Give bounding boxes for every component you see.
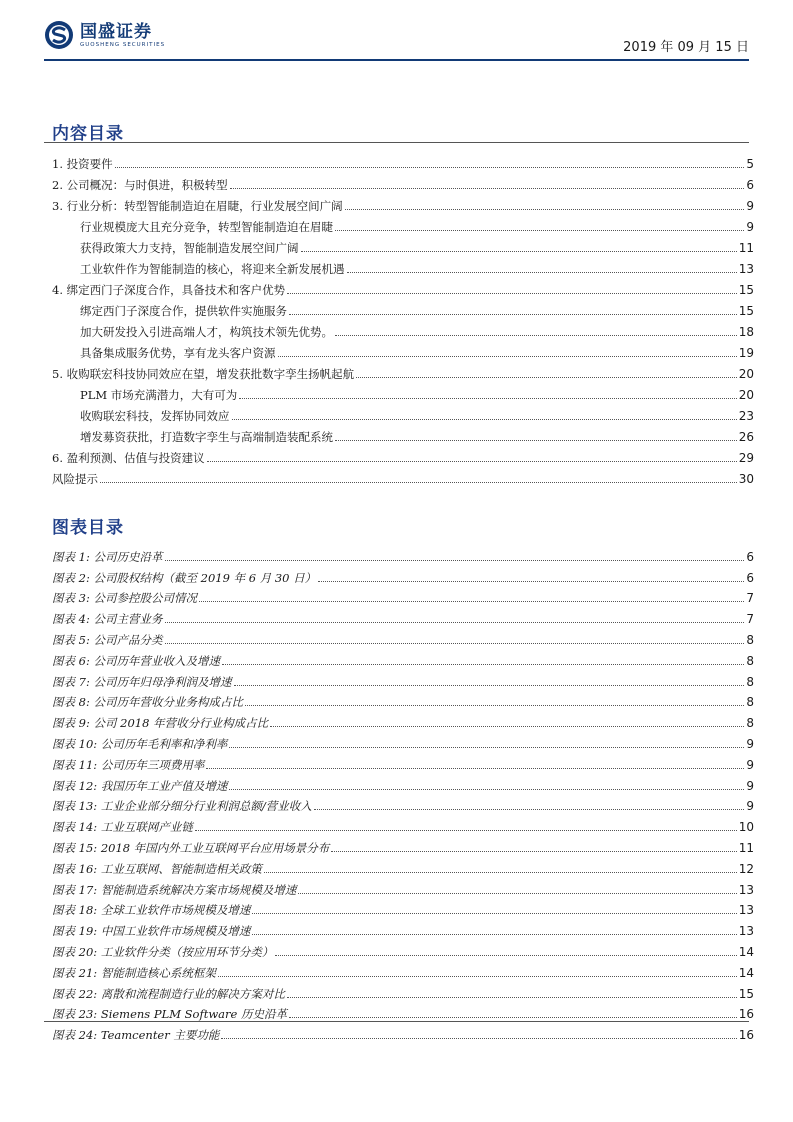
toc-entry[interactable] xyxy=(52,465,754,486)
dot-leader xyxy=(318,580,744,582)
entry-page-number: 6 xyxy=(746,549,754,564)
entry-label: 具备集成服务优势，享有龙头客户资源 xyxy=(80,346,276,360)
logo-name-en: GUOSHENG SECURITIES xyxy=(80,41,166,48)
figure-entry[interactable] xyxy=(52,543,754,564)
dot-leader xyxy=(335,229,744,231)
dot-leader xyxy=(331,850,736,852)
entry-label: 4. 绑定西门子深度合作，具备技术和客户优势 xyxy=(52,283,286,297)
dot-leader xyxy=(335,439,737,441)
toc-subentry[interactable] xyxy=(52,423,754,444)
figure-entry[interactable] xyxy=(52,917,754,938)
dot-leader xyxy=(230,187,745,189)
dot-leader xyxy=(206,767,744,769)
toc-entry[interactable] xyxy=(52,150,754,171)
dot-leader xyxy=(335,334,737,336)
dot-leader xyxy=(165,642,745,644)
dot-leader xyxy=(218,975,737,977)
figure-entry[interactable] xyxy=(52,959,754,980)
dot-leader xyxy=(252,912,736,914)
dot-leader xyxy=(289,313,737,315)
toc-subentry[interactable] xyxy=(52,318,754,339)
entry-page-number: 26 xyxy=(738,430,754,444)
entry-page-number: 13 xyxy=(738,903,754,918)
entry-label: 图表 23: Siemens PLM Software 历史沿革 xyxy=(52,1007,287,1022)
figure-entry[interactable] xyxy=(52,564,754,585)
entry-page-number: 8 xyxy=(746,695,754,710)
entry-label: 图表 1: 公司历史沿革 xyxy=(52,549,163,564)
toc-subentry[interactable] xyxy=(52,297,754,318)
entry-label: 图表 24: Teamcenter 主要功能 xyxy=(52,1028,220,1043)
entry-page-number: 16 xyxy=(738,1007,754,1022)
dot-leader xyxy=(229,746,744,748)
entry-label: 图表 22: 离散和流程制造行业的解决方案对比 xyxy=(52,986,285,1001)
dot-leader xyxy=(314,808,745,810)
entry-label: 风险提示 xyxy=(52,472,98,486)
entry-label: 绑定西门子深度合作，提供软件实施服务 xyxy=(80,304,287,318)
figure-entry[interactable] xyxy=(52,855,754,876)
entry-label: 获得政策大力支持，智能制造发展空间广阔 xyxy=(80,241,299,255)
dot-leader xyxy=(356,376,737,378)
dot-leader xyxy=(287,292,737,294)
entry-label: 行业规模庞大且充分竞争，转型智能制造迫在眉睫 xyxy=(80,220,333,234)
entry-label: 图表 10: 公司历年毛利率和净利率 xyxy=(52,736,228,751)
entry-label: 图表 13: 工业企业部分细分行业利润总额/营业收入 xyxy=(52,799,312,814)
entry-page-number: 12 xyxy=(738,861,754,876)
entry-label: 6. 盈利预测、估值与投资建议 xyxy=(52,451,205,465)
entry-label: 图表 8: 公司历年营收分业务构成占比 xyxy=(52,695,244,710)
entry-page-number: 9 xyxy=(746,736,754,751)
dot-leader xyxy=(165,559,745,561)
entry-page-number: 8 xyxy=(746,674,754,689)
entry-page-number: 29 xyxy=(738,451,754,465)
figure-entry[interactable] xyxy=(52,772,754,793)
dot-leader xyxy=(115,166,745,168)
figures-title: 图表目录 xyxy=(52,518,124,538)
dot-leader xyxy=(347,271,737,273)
entry-page-number: 20 xyxy=(738,367,754,381)
figure-entry[interactable] xyxy=(52,813,754,834)
contents-rule xyxy=(44,142,749,143)
figure-entry[interactable] xyxy=(52,1001,754,1022)
entry-page-number: 7 xyxy=(746,591,754,606)
entry-label: 图表 7: 公司历年归母净利润及增速 xyxy=(52,674,232,689)
toc-entry[interactable] xyxy=(52,171,754,192)
dot-leader xyxy=(221,1037,736,1039)
entry-label: 2. 公司概况：与时俱进，积极转型 xyxy=(52,178,228,192)
entry-page-number: 8 xyxy=(746,632,754,647)
page-header xyxy=(44,18,749,62)
entry-page-number: 5 xyxy=(746,157,754,171)
dot-leader xyxy=(234,684,745,686)
entry-page-number: 8 xyxy=(746,653,754,668)
dot-leader xyxy=(222,663,744,665)
dot-leader xyxy=(245,704,744,706)
entry-page-number: 15 xyxy=(738,986,754,1001)
entry-label: 图表 5: 公司产品分类 xyxy=(52,632,163,647)
entry-label: PLM 市场充满潜力，大有可为 xyxy=(80,388,238,402)
entry-page-number: 9 xyxy=(746,778,754,793)
dot-leader xyxy=(301,250,737,252)
figure-entry[interactable] xyxy=(52,834,754,855)
dot-leader xyxy=(287,996,737,998)
dot-leader xyxy=(100,481,737,483)
toc-subentry[interactable] xyxy=(52,402,754,423)
figure-entry[interactable] xyxy=(52,938,754,959)
toc-entry[interactable] xyxy=(52,192,754,213)
entry-label: 图表 9: 公司 2018 年营收分行业构成占比 xyxy=(52,716,269,731)
dot-leader xyxy=(207,460,737,462)
entry-page-number: 8 xyxy=(746,716,754,731)
logo-mark-icon xyxy=(44,20,74,50)
entry-page-number: 9 xyxy=(746,757,754,772)
dot-leader xyxy=(229,788,744,790)
dot-leader xyxy=(264,871,737,873)
figure-entry[interactable] xyxy=(52,647,754,668)
entry-page-number: 30 xyxy=(738,472,754,486)
entry-label: 5. 收购联宏科技协同效应在望，增发获批数字孪生扬帆起航 xyxy=(52,367,355,381)
figure-entry[interactable] xyxy=(52,730,754,751)
toc-subentry[interactable] xyxy=(52,381,754,402)
dot-leader xyxy=(270,725,744,727)
figure-entry[interactable] xyxy=(52,709,754,730)
dot-leader xyxy=(345,208,745,210)
entry-page-number: 13 xyxy=(738,882,754,897)
entry-page-number: 9 xyxy=(746,799,754,814)
entry-page-number: 9 xyxy=(746,220,754,234)
entry-label: 图表 6: 公司历年营业收入及增速 xyxy=(52,653,221,668)
entry-label: 图表 12: 我国历年工业产值及增速 xyxy=(52,778,228,793)
entry-page-number: 9 xyxy=(746,199,754,213)
figure-entry[interactable] xyxy=(52,1021,754,1042)
entry-label: 图表 17: 智能制造系统解决方案市场规模及增速 xyxy=(52,882,297,897)
dot-leader xyxy=(252,933,736,935)
header-rule xyxy=(44,59,749,61)
entry-page-number: 7 xyxy=(746,612,754,627)
entry-page-number: 13 xyxy=(738,262,754,276)
figure-entry[interactable] xyxy=(52,668,754,689)
entry-page-number: 13 xyxy=(738,924,754,939)
figure-entry[interactable] xyxy=(52,689,754,710)
entry-page-number: 19 xyxy=(738,346,754,360)
entry-label: 增发募资获批，打造数字孪生与高端制造装配系统 xyxy=(80,430,333,444)
toc-entry[interactable] xyxy=(52,444,754,465)
figures-list xyxy=(52,543,754,1042)
entry-label: 3. 行业分析：转型智能制造迫在眉睫，行业发展空间广阔 xyxy=(52,199,343,213)
entry-page-number: 6 xyxy=(746,178,754,192)
dot-leader xyxy=(278,355,737,357)
logo-name-cn: 国盛证券 xyxy=(80,21,152,42)
figure-entry[interactable] xyxy=(52,876,754,897)
entry-page-number: 11 xyxy=(738,241,754,255)
figure-entry[interactable] xyxy=(52,605,754,626)
figure-entry[interactable] xyxy=(52,793,754,814)
dot-leader xyxy=(298,892,736,894)
entry-label: 图表 15: 2018 年国内外工业互联网平台应用场景分布 xyxy=(52,840,330,855)
toc-entry[interactable] xyxy=(52,276,754,297)
report-date: 2019 年 09 月 15 日 xyxy=(623,40,749,55)
figure-entry[interactable] xyxy=(52,585,754,606)
figure-entry[interactable] xyxy=(52,980,754,1001)
toc-subentry[interactable] xyxy=(52,255,754,276)
entry-page-number: 23 xyxy=(738,409,754,423)
company-logo xyxy=(44,20,165,50)
entry-label: 图表 4: 公司主营业务 xyxy=(52,612,163,627)
dot-leader xyxy=(199,600,744,602)
dot-leader xyxy=(232,418,737,420)
entry-label: 图表 18: 全球工业软件市场规模及增速 xyxy=(52,903,251,918)
entry-label: 图表 2: 公司股权结构（截至 2019 年 6 月 30 日） xyxy=(52,570,317,585)
entry-label: 图表 16: 工业互联网、智能制造相关政策 xyxy=(52,861,262,876)
toc-subentry[interactable] xyxy=(52,339,754,360)
entry-page-number: 11 xyxy=(738,840,754,855)
entry-label: 图表 3: 公司参控股公司情况 xyxy=(52,591,198,606)
entry-page-number: 15 xyxy=(738,283,754,297)
entry-page-number: 15 xyxy=(738,304,754,318)
contents-list xyxy=(52,150,754,486)
dot-leader xyxy=(165,621,745,623)
dot-leader xyxy=(275,954,736,956)
entry-page-number: 20 xyxy=(738,388,754,402)
entry-label: 图表 19: 中国工业软件市场规模及增速 xyxy=(52,924,251,939)
entry-page-number: 16 xyxy=(738,1028,754,1043)
entry-label: 工业软件作为智能制造的核心，将迎来全新发展机遇 xyxy=(80,262,345,276)
figure-entry[interactable] xyxy=(52,751,754,772)
figure-entry[interactable] xyxy=(52,626,754,647)
entry-page-number: 10 xyxy=(738,820,754,835)
entry-page-number: 14 xyxy=(738,944,754,959)
dot-leader xyxy=(239,397,736,399)
entry-label: 图表 20: 工业软件分类（按应用环节分类） xyxy=(52,944,274,959)
figure-entry[interactable] xyxy=(52,897,754,918)
toc-subentry[interactable] xyxy=(52,234,754,255)
dot-leader xyxy=(289,1016,737,1018)
entry-page-number: 6 xyxy=(746,570,754,585)
entry-page-number: 14 xyxy=(738,965,754,980)
contents-title: 内容目录 xyxy=(52,124,124,144)
entry-label: 1. 投资要件 xyxy=(52,157,113,171)
figures-rule xyxy=(44,1021,749,1022)
entry-label: 收购联宏科技，发挥协同效应 xyxy=(80,409,230,423)
toc-entry[interactable] xyxy=(52,360,754,381)
entry-label: 图表 11: 公司历年三项费用率 xyxy=(52,757,205,772)
toc-subentry[interactable] xyxy=(52,213,754,234)
dot-leader xyxy=(195,829,737,831)
entry-label: 图表 14: 工业互联网产业链 xyxy=(52,820,193,835)
entry-label: 加大研发投入引进高端人才，构筑技术领先优势。 xyxy=(80,325,333,339)
entry-page-number: 18 xyxy=(738,325,754,339)
entry-label: 图表 21: 智能制造核心系统框架 xyxy=(52,965,216,980)
